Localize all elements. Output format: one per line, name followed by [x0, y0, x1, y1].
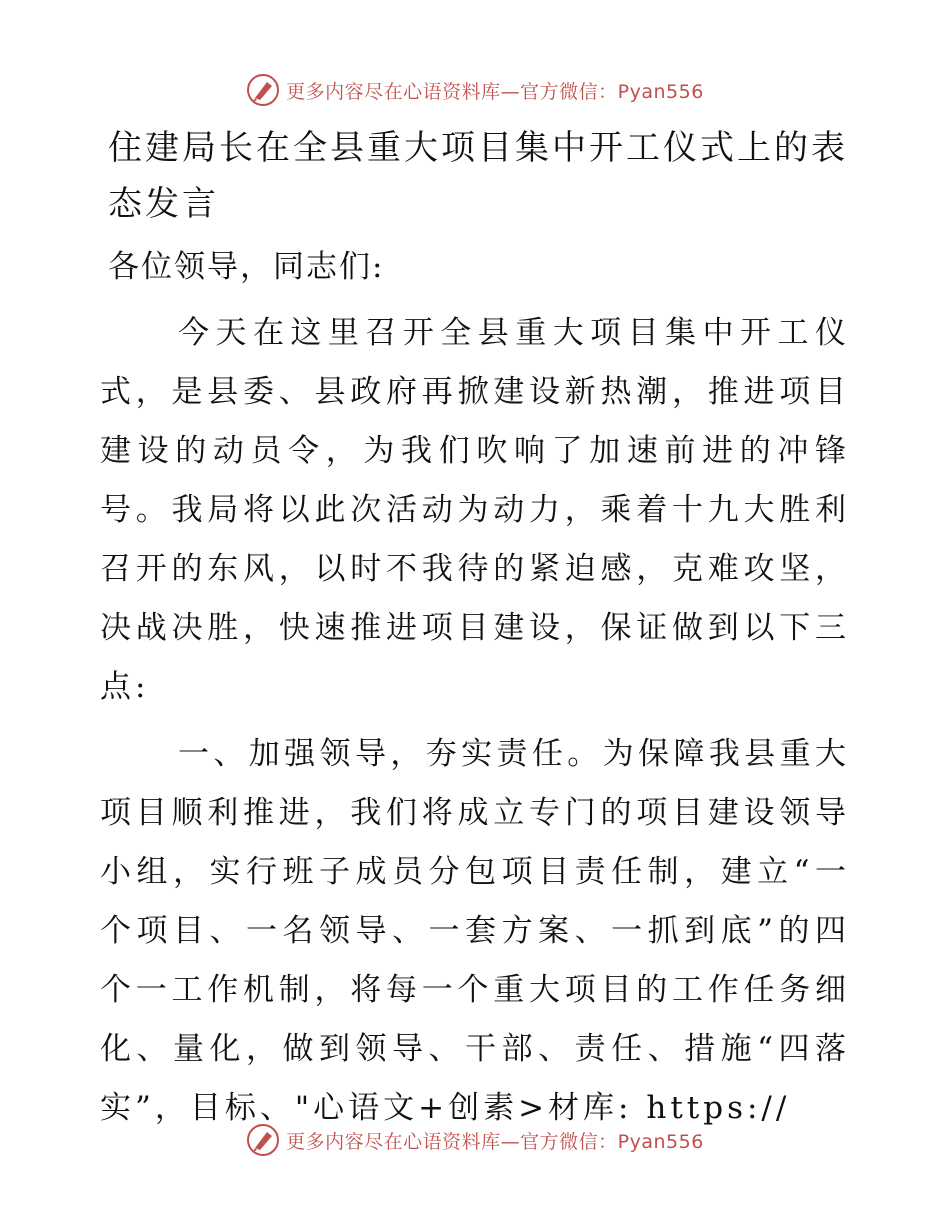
- footer-banner: [0, 1120, 950, 1160]
- paragraph: 一、加强领导，夯实责任。为保障我县重大项目顺利推进，我们将成立专门的项目建设领导小组，实行班子成员分包项目责任制，建立“一个项目、一名领导、一套方案、一抓到底”的四个一工作机制，将每一个重大项目的工作任务细化、量化，做到领导、干部、责任、措施“四落实”，目标、"心语文+创素>材库: https://: [100, 736, 850, 1126]
- banner-text: 更多内容尽在心语资料库—官方微信：Pyan556: [286, 80, 704, 103]
- pen-nib-logo-icon: [246, 73, 280, 107]
- document-title: 住建局长在全县重大项目集中开工仪式上的表态发言: [108, 128, 848, 224]
- document-body: [100, 120, 850, 1146]
- header-banner: [0, 70, 950, 110]
- paragraph: 今天在这里召开全县重大项目集中开工仪式，是县委、县政府再掀建设新热潮，推进项目建设的动员令，为我们吹响了加速前进的冲锋号。我局将以此次活动为动力，乘着十九大胜利召开的东风，以时不我待的紧迫感，克难攻坚，决战决胜，快速推进项目建设，保证做到以下三点:: [100, 315, 850, 705]
- banner-text: 更多内容尽在心语资料库—官方微信：Pyan556: [286, 1130, 704, 1153]
- salutation: 各位领导，同志们:: [108, 249, 385, 285]
- pen-nib-logo-icon: [246, 1123, 280, 1157]
